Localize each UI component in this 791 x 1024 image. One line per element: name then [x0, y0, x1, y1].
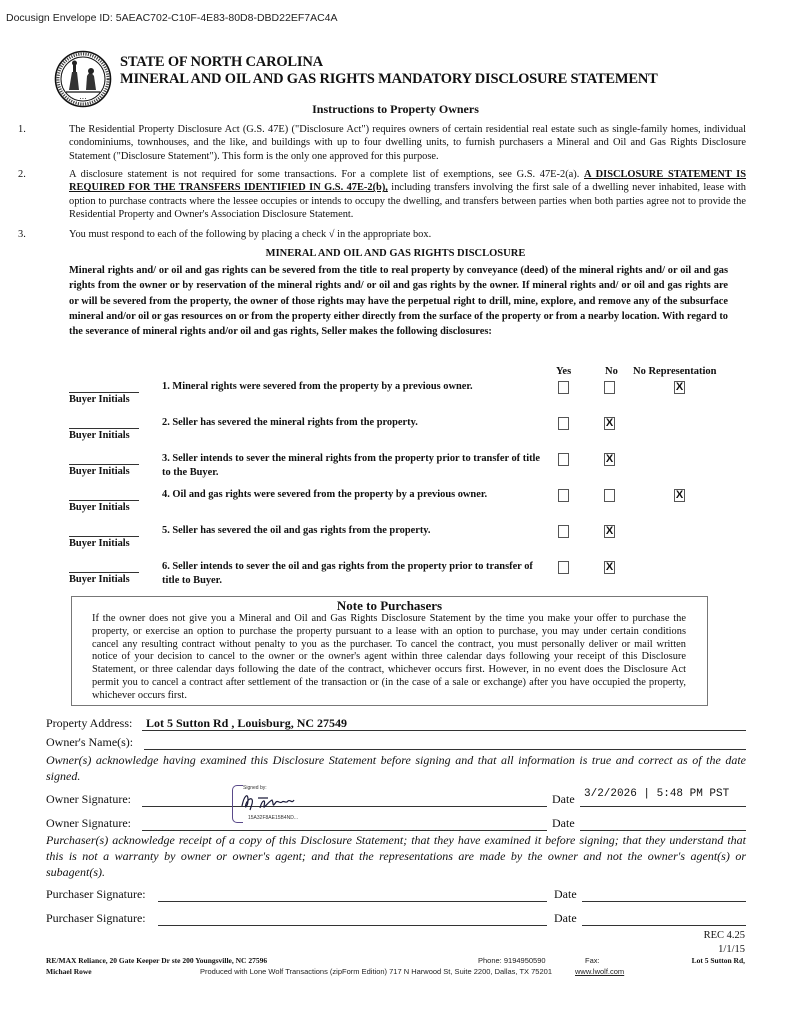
instruction-text	[69, 168, 746, 222]
purchaser-date-field-2[interactable]	[582, 911, 746, 926]
signed-by-label: Signed by:	[243, 785, 267, 791]
buyer-initials-label: Buyer Initials	[69, 394, 130, 405]
owner-names-field[interactable]	[144, 735, 746, 750]
checkbox-no-representation-4[interactable]: X	[675, 489, 684, 501]
instructions-heading: Instructions to Property Owners	[312, 102, 479, 116]
owner-signature-field-2[interactable]	[142, 816, 547, 831]
buyer-initials-field[interactable]	[69, 464, 139, 465]
checkbox-yes-5[interactable]	[558, 525, 569, 538]
purchaser-date-field-1[interactable]	[582, 887, 746, 902]
disclosure-paragraph: Mineral rights and/ or oil and gas rights can be severed from the title to real property by conveyance (deed) of the mineral rights and/ or oil and gas rights from the owner or by reservation of the mineral rights and/ or oil and gas rights by the owner. If mineral rights and/ or oil and gas rights are or will be severed from the property, the owner of those rights may have the perpetual right to drill, mine, explore, and remove any of the subsurface mineral and/or oil or gas resources on or from the property either directly from the surface of the property or from a nearby location. With regard to the severance of mineral rights and/or oil and gas rights, Seller makes the following disclosures:	[69, 265, 728, 338]
purchaser-signature-field-1[interactable]	[158, 887, 547, 902]
checkbox-no-3[interactable]: X	[605, 453, 614, 465]
phone-number: Phone: 9194950590	[478, 956, 546, 965]
instruction-number: 1.	[18, 124, 26, 135]
buyer-initials-label: Buyer Initials	[69, 466, 130, 477]
purchaser-date-label-1: Date	[554, 887, 577, 901]
disclosure-question-6: 6. Seller intends to sever the oil and gas rights from the property prior to transfer of title to Buyer.	[162, 561, 533, 586]
lone-wolf-website-link[interactable]: www.lwolf.com	[575, 967, 625, 976]
owner-signature-label-2: Owner Signature:	[46, 816, 131, 830]
buyer-initials-field[interactable]	[69, 428, 139, 429]
form-code: REC 4.25	[703, 930, 745, 941]
buyer-initials-label: Buyer Initials	[69, 574, 130, 585]
checkbox-no-1[interactable]	[604, 381, 615, 394]
instruction-text: You must respond to each of the following by placing a check √ in the appropriate box.	[69, 229, 432, 240]
checkbox-yes-2[interactable]	[558, 417, 569, 430]
property-address-field[interactable]	[142, 716, 746, 731]
checkbox-yes-6[interactable]	[558, 561, 569, 574]
purchaser-signature-label-1: Purchaser Signature:	[46, 887, 146, 901]
required-transfers-emphasis: A DISCLOSURE STATEMENT IS REQUIRED FOR THE TRANSFERS IDENTIFIED IN G.S. 47E-2(b),	[69, 169, 746, 194]
owner-date-field-1[interactable]	[580, 788, 746, 807]
form-title: MINERAL AND OIL AND GAS RIGHTS MANDATORY DISCLOSURE STATEMENT	[120, 71, 658, 87]
owner-date-label-2: Date	[552, 816, 575, 830]
signature-id: 15A32F8AE15B4ND...	[248, 815, 299, 821]
instruction-text-part: A disclosure statement is not required for some transactions. For a complete list of exemptions, see G.S. 47E-2(a).	[69, 169, 585, 180]
instruction-item-2	[18, 168, 746, 222]
column-header-no: No	[605, 366, 618, 377]
checkbox-no-2[interactable]: X	[605, 417, 614, 429]
checkbox-yes-4[interactable]	[558, 489, 569, 502]
note-text: If the owner does not give you a Mineral and Oil and Gas Rights Disclosure Statement by the time you make your offer to purchase the property, or exercise an option to purchase the property pursuant to a lease with an option to purchase, you may under certain conditions cancel any resulting contract without penalty to you as the purchaser. To cancel the contract, you must personally deliver or mail written notice of your decision to cancel to the owner or the owner's agent within three calendar days following your receipt of this Disclosure Statement, or three calendar days following the date of the contract, whichever occurs first. However, in no event does the Disclosure Act permit you to cancel a contract after settlement of the transaction or (in the case of a sale or exchange) after you have occupied the property, whichever occurs first.	[92, 613, 686, 701]
instruction-text: The Residential Property Disclosure Act (G.S. 47E) ("Disclosure Act") requires owners of certain residential real estate such as single-family homes, individual condominiums, townhouses, and the like, and buildings with up to four dwelling units, to furnish purchasers a Mineral and Oil and Gas Rights Disclosure Statement ("Disclosure Statement"). This form is the only one approved for this purpose.	[69, 124, 746, 162]
produced-with-notice: Produced with Lone Wolf Transactions (zipForm Edition) 717 N Harwood St, Suite 2200, Dallas, TX 75201	[200, 967, 552, 976]
buyer-initials-label: Buyer Initials	[69, 538, 130, 549]
note-title: Note to Purchasers	[336, 598, 443, 613]
form-date: 1/1/15	[718, 944, 745, 955]
property-address-value: Lot 5 Sutton Rd , Louisburg, NC 27549	[146, 716, 348, 730]
owner-date-value-1: 3/2/2026 | 5:48 PM PST	[584, 788, 730, 800]
checkbox-no-5[interactable]: X	[605, 525, 614, 537]
purchaser-signature-field-2[interactable]	[158, 911, 547, 926]
agent-name: Michael Rowe	[46, 967, 92, 976]
checkbox-no-representation-1[interactable]: X	[675, 381, 684, 393]
buyer-initials-label: Buyer Initials	[69, 502, 130, 513]
instruction-number: 2.	[18, 169, 26, 180]
owner-date-field-2[interactable]	[580, 816, 746, 831]
column-header-no-representation: No Representation	[633, 366, 717, 377]
buyer-initials-field[interactable]	[69, 392, 139, 393]
owner-names-label: Owner's Name(s):	[46, 735, 134, 749]
checkbox-no-6[interactable]: X	[605, 561, 614, 573]
buyer-initials-field[interactable]	[69, 500, 139, 501]
instruction-number: 3.	[18, 229, 26, 240]
checkbox-no-4[interactable]	[604, 489, 615, 502]
svg-text:• • •: • • •	[79, 96, 87, 101]
checkbox-yes-1[interactable]	[558, 381, 569, 394]
owner-signature-field-1[interactable]	[142, 792, 547, 807]
instruction-text-part: including transfers involving the first sale of a dwelling never inhabited, lease with option to purchase contracts where the lessee occupies or intends to occupy the dwelling, and transfers between parties when both parties agree not to provide the Residential Property and Owner's Association Disclosure Statement.	[69, 182, 747, 221]
owner-acknowledgement: Owner(s) acknowledge having examined this Disclosure Statement before signing and that all information is true and correct as of the date signed.	[46, 753, 746, 783]
buyer-initials-field[interactable]	[69, 536, 139, 537]
instruction-item-3	[18, 228, 746, 241]
property-reference: Lot 5 Sutton Rd,	[691, 956, 745, 965]
disclosure-question-5: 5. Seller has severed the oil and gas rights from the property.	[162, 525, 431, 536]
disclosure-question-4: 4. Oil and gas rights were severed from the property by a previous owner.	[162, 489, 488, 500]
checkbox-yes-3[interactable]	[558, 453, 569, 466]
owner-signature-label-1: Owner Signature:	[46, 792, 131, 806]
instruction-item-1	[18, 123, 746, 163]
column-header-yes: Yes	[556, 366, 572, 377]
purchaser-signature-label-2: Purchaser Signature:	[46, 911, 146, 925]
docusign-envelope-id: Docusign Envelope ID: 5AEAC702-C10F-4E83-80D8-DBD22EF7AC4A	[6, 12, 338, 24]
brokerage-info: RE/MAX Reliance, 20 Gate Keeper Dr ste 200 Youngsville, NC 27596	[46, 956, 268, 965]
disclosure-question-1: 1. Mineral rights were severed from the property by a previous owner.	[162, 381, 473, 392]
purchaser-acknowledgement: Purchaser(s) acknowledge receipt of a copy of this Disclosure Statement; that they have examined it before signing; that they understand that this is not a warranty by owner or owner's agent; and that the representations are made by the owner and not the owner's agent(s) or subagent(s).	[46, 833, 746, 879]
disclosure-question-2: 2. Seller has severed the mineral rights from the property.	[162, 417, 418, 428]
buyer-initials-field[interactable]	[69, 572, 139, 573]
buyer-initials-label: Buyer Initials	[69, 430, 130, 441]
fax-number: Fax:	[585, 956, 600, 965]
state-title: STATE OF NORTH CAROLINA	[120, 54, 323, 70]
disclosure-question-3: 3. Seller intends to sever the mineral rights from the property prior to transfer of title to the Buyer.	[162, 453, 541, 478]
owner-signature-image	[238, 790, 318, 812]
state-seal-icon	[54, 50, 112, 108]
owner-date-label-1: Date	[552, 792, 575, 806]
purchaser-date-label-2: Date	[554, 911, 577, 925]
disclosure-heading: MINERAL AND OIL AND GAS RIGHTS DISCLOSURE	[265, 248, 526, 259]
property-address-label: Property Address:	[46, 716, 133, 730]
